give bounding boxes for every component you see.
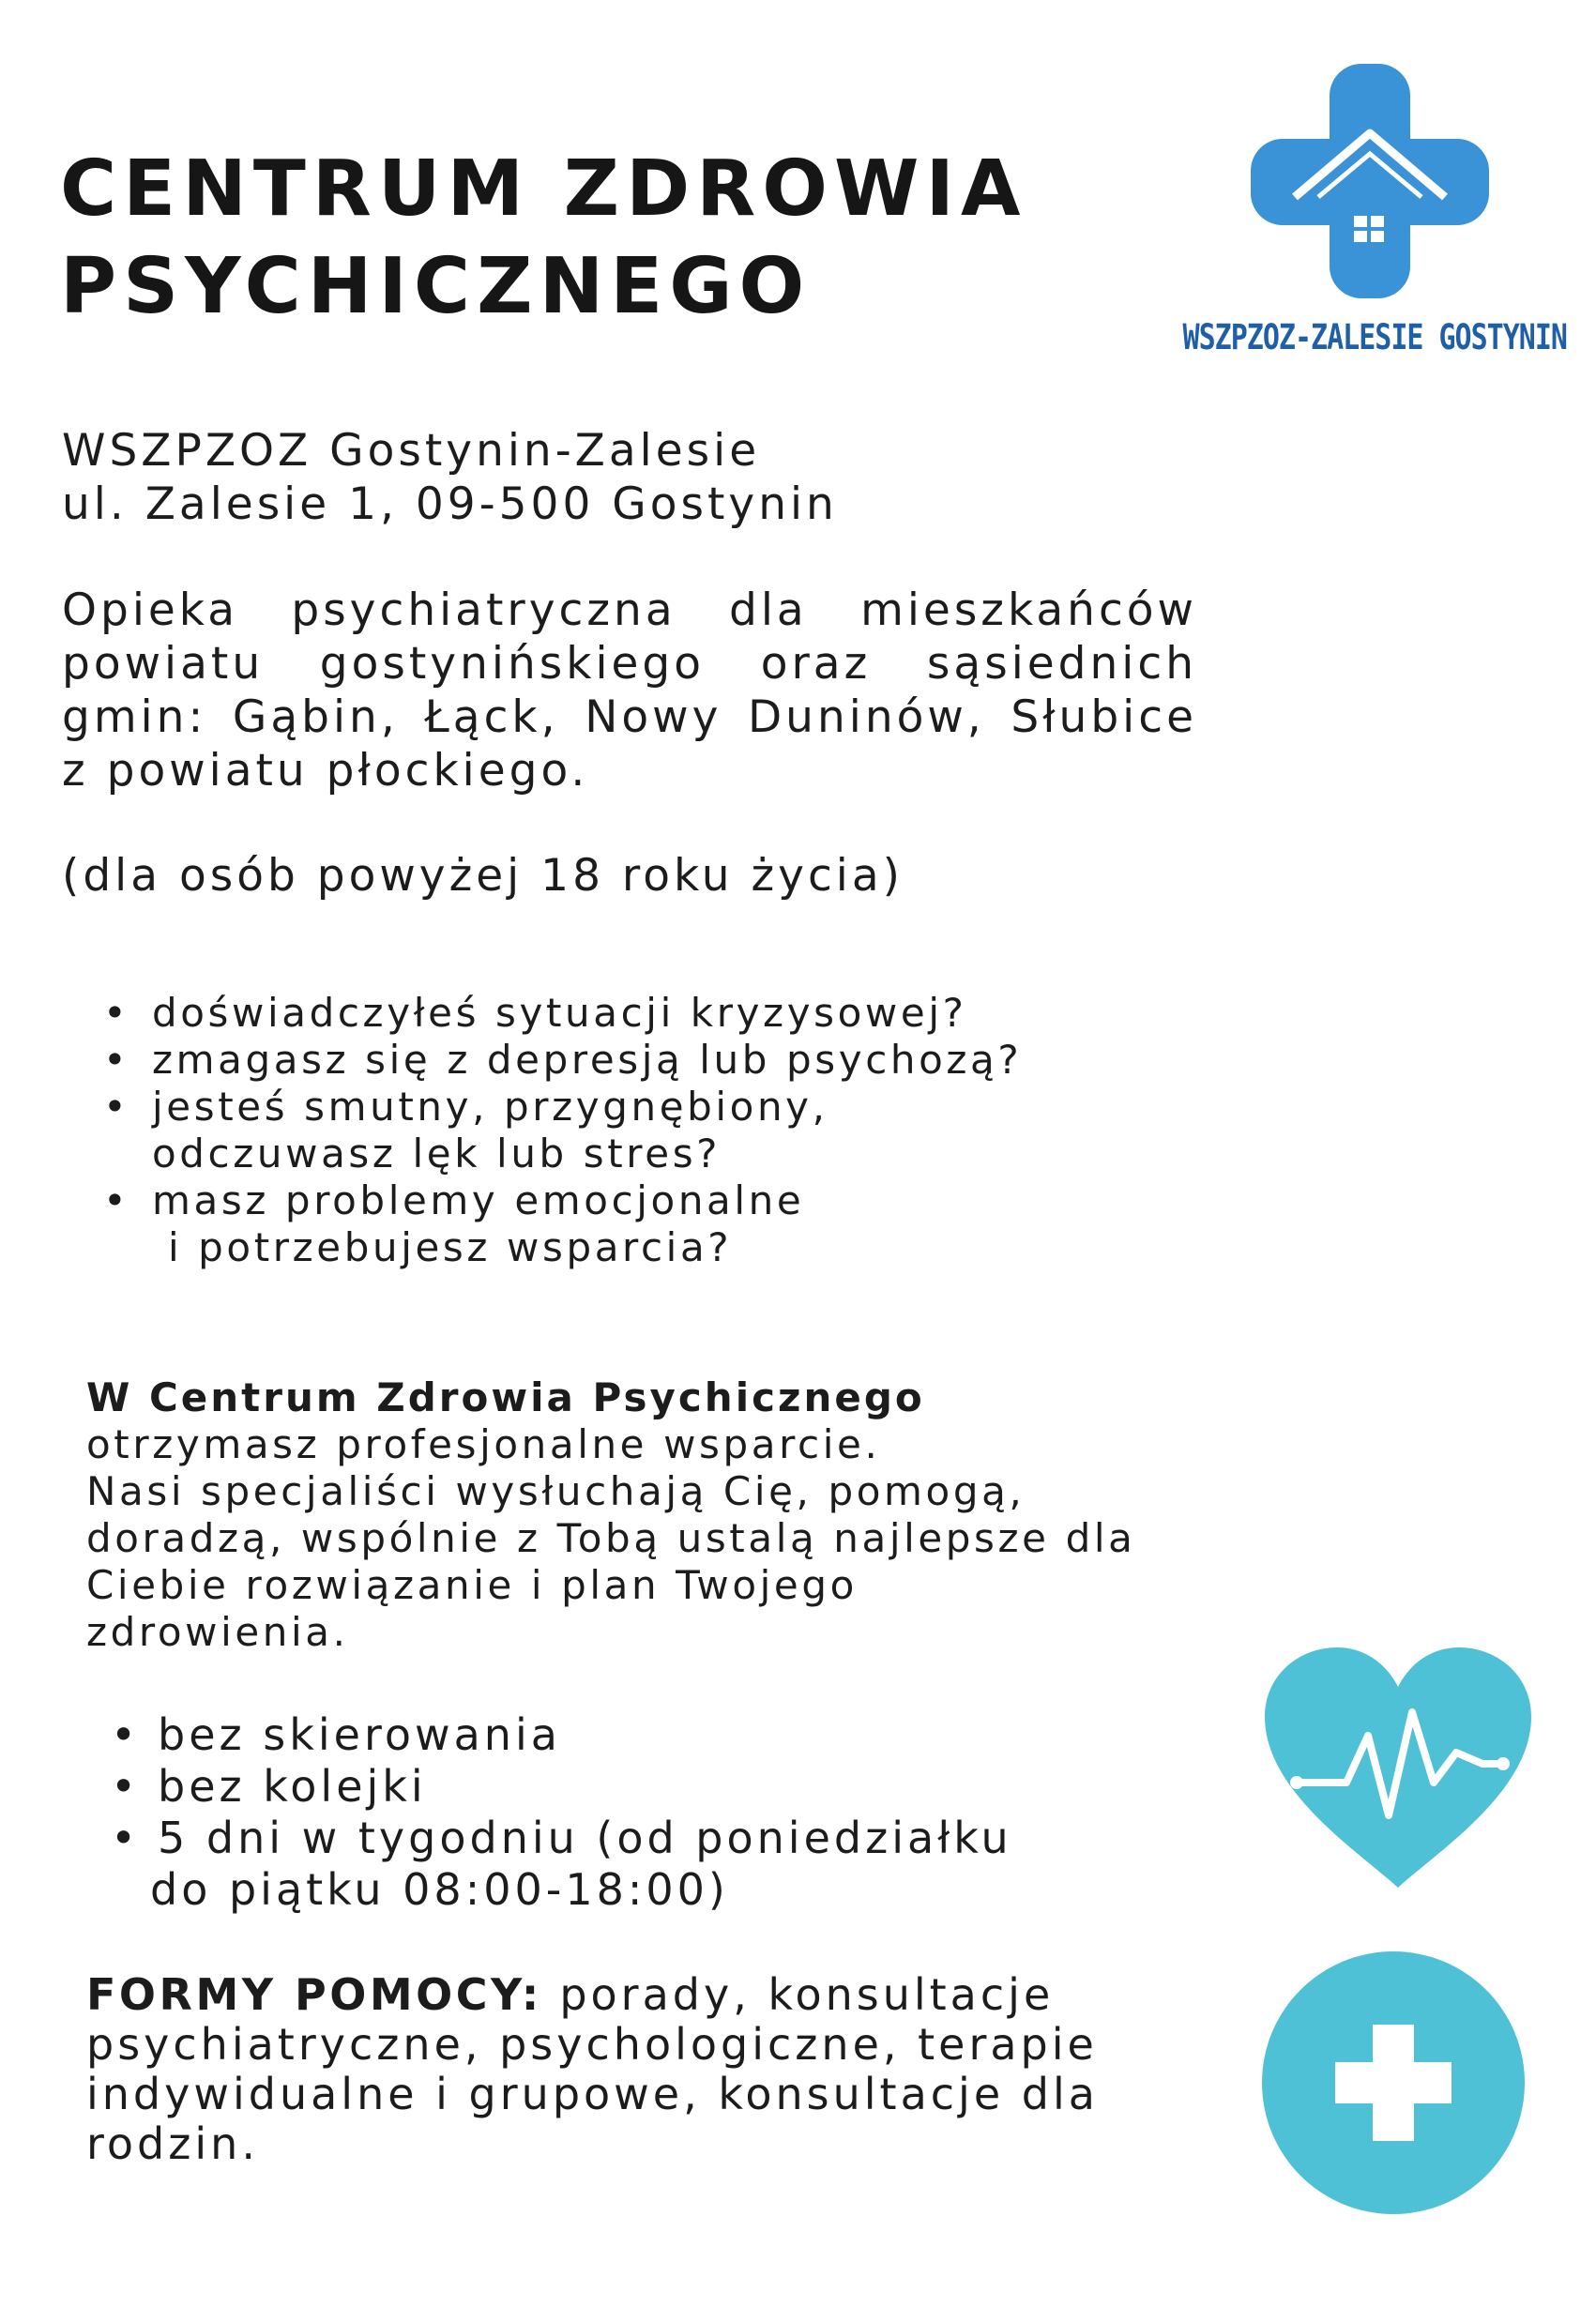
plus-circle-icon (1257, 1947, 1529, 2219)
center-info-line: doradzą, wspólnie z Tobą ustalą najlepsze dla (86, 1515, 1136, 1561)
description-line: gmin: Gąbin, Łąck, Nowy Duninów, Słubice (62, 691, 1197, 743)
list-item-text: • doświadczyłeś sytuacji kryzysowej? (152, 990, 967, 1036)
center-info-line: zdrowienia. (86, 1609, 349, 1655)
list-item-text: • zmagasz się z depresją lub psychozą? (152, 1037, 1023, 1083)
list-item (103, 1177, 1135, 1271)
description-line: powiatu gostynińskiego oraz sąsiednich (62, 638, 1197, 690)
logo-text: WSZPZOZ-ZALESIE GOSTYNIN (1182, 317, 1567, 358)
address-block (62, 424, 838, 531)
list-item-text: • jesteś smutny, przygnębiony, (152, 1084, 828, 1130)
list-item (103, 990, 1135, 1037)
center-info-heading: W Centrum Zdrowia Psychicznego (86, 1374, 925, 1420)
address-line-2: ul. Zalesie 1, 09-500 Gostynin (62, 478, 838, 530)
title-line-2: PSYCHICZNEGO (60, 242, 812, 331)
forms-line: psychiatryczne, psychologiczne, terapie (86, 2019, 1098, 2070)
description-block (62, 584, 1197, 797)
list-item-text: • 5 dni w tygodniu (od poniedziałku (158, 1813, 1012, 1863)
list-item (111, 1761, 1143, 1813)
list-item-text: • bez kolejki (158, 1761, 427, 1812)
center-info-line: Ciebie rozwiązanie i plan Twojego (86, 1562, 858, 1608)
center-info-line: Nasi specjaliści wysłuchają Cię, pomogą, (86, 1468, 1026, 1514)
medical-cross-house-icon (1243, 56, 1497, 305)
forms-label: FORMY POMOCY: (86, 1969, 542, 2020)
forms-line-rest: porady, konsultacje (541, 1969, 1055, 2020)
list-item-text: odczuwasz lęk lub stres? (152, 1131, 722, 1176)
title-line-1: CENTRUM ZDROWIA (60, 144, 1027, 234)
forms-line (86, 1970, 1212, 2020)
list-item-text: do piątku 08:00-18:00) (150, 1864, 729, 1915)
questions-list (103, 990, 1135, 1271)
perks-list (111, 1709, 1143, 1916)
list-item-text: • masz problemy emocjonalne (152, 1177, 805, 1223)
list-item (111, 1709, 1143, 1761)
center-info-line: otrzymasz profesjonalne wsparcie. (86, 1421, 881, 1467)
forms-line: indywidualne i grupowe, konsultacje dla (86, 2069, 1099, 2119)
heartbeat-icon (1257, 1642, 1539, 1895)
list-item (103, 1037, 1135, 1084)
list-item (111, 1813, 1143, 1916)
age-note-text: (dla osób powyżej 18 roku życia) (62, 850, 904, 902)
list-item-text: • bez skierowania (158, 1709, 561, 1760)
page-title (60, 141, 1139, 336)
forms-line: rodzin. (86, 2118, 259, 2169)
list-item (103, 1084, 1135, 1177)
forms-of-help-block (86, 1970, 1212, 2169)
list-item-text: i potrzebujesz wsparcia? (152, 1224, 733, 1270)
description-line: z powiatu płockiego. (62, 745, 589, 797)
center-info-block (86, 1374, 1212, 1656)
address-line-1: WSZPZOZ Gostynin-Zalesie (62, 425, 761, 477)
description-line: Opieka psychiatryczna dla mieszkańców (62, 584, 1197, 636)
age-note (62, 849, 904, 903)
hospital-logo (1163, 56, 1567, 366)
